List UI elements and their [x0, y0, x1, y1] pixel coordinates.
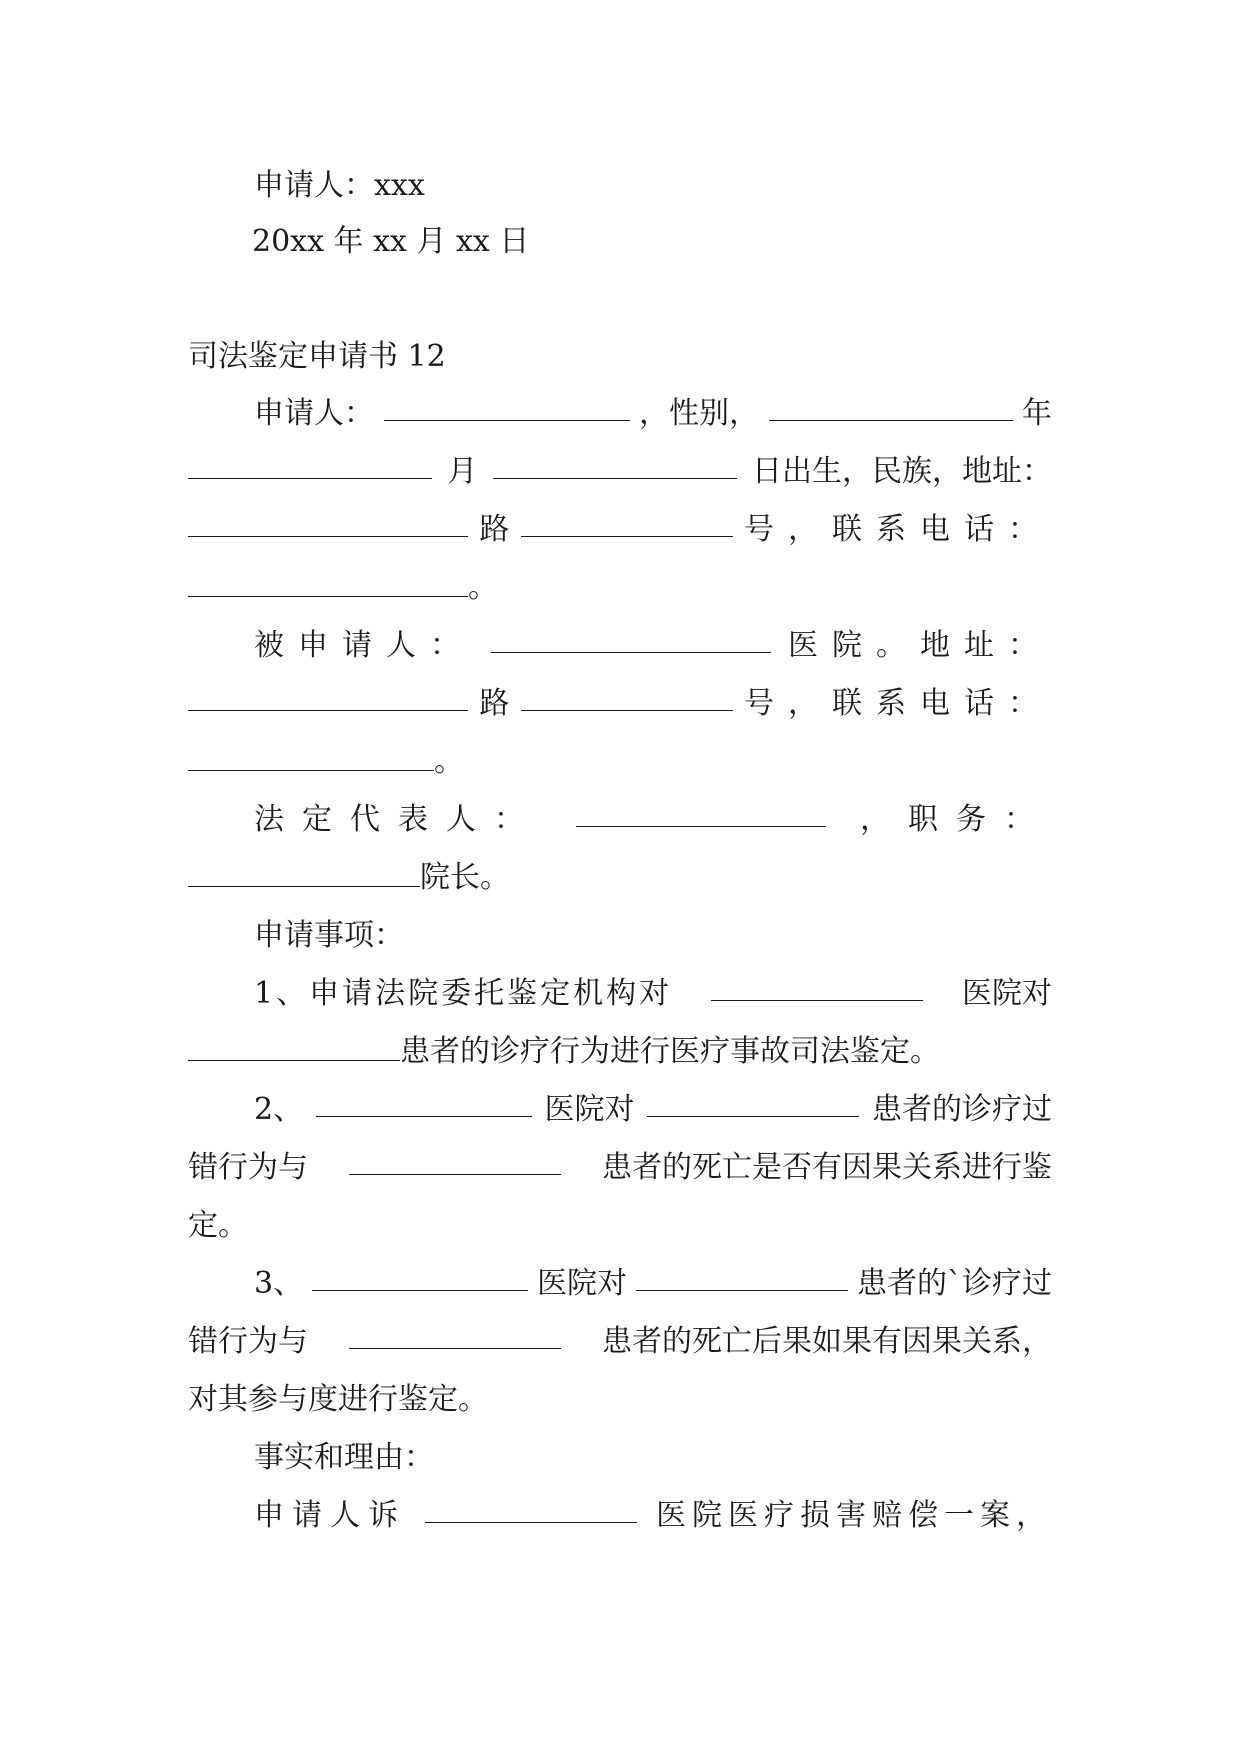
- request-3-line: [254, 1264, 1052, 1304]
- respondent-line: [254, 626, 1052, 666]
- request-3-num: 3、: [254, 1266, 304, 1301]
- document-title: 司法鉴定申请书 12: [188, 339, 446, 374]
- request-1-cont: [188, 1032, 1052, 1072]
- request-2-num: 2、: [254, 1092, 304, 1127]
- birth-address-label: 日出生，民族，地址：: [751, 454, 1052, 489]
- blank-field[interactable]: [711, 974, 923, 1001]
- phone-label: 号，联系电话：: [743, 686, 1052, 721]
- request-2-text: 患者的诊疗过: [871, 1092, 1052, 1127]
- period: 。: [468, 570, 498, 605]
- hospital-address-label: 医院。地址：: [788, 628, 1052, 663]
- dean-label: 院长。: [420, 860, 510, 895]
- hospital-to-label: 医院对: [537, 1266, 628, 1301]
- request-1-line: [254, 974, 1052, 1014]
- applicant-line: [254, 394, 1052, 434]
- facts-text-a: 申请人诉: [254, 1498, 406, 1533]
- respondent-phone-line: [188, 742, 1052, 782]
- blank-field[interactable]: [491, 626, 771, 653]
- blank-field[interactable]: [576, 800, 826, 827]
- respondent-label: 被申请人：: [254, 628, 474, 663]
- request-2-text-b: 患者的死亡是否有因果关系进行鉴: [602, 1150, 1052, 1185]
- request-3-cont: [188, 1322, 1052, 1362]
- position-line: [188, 858, 1052, 898]
- applicant-address-line: [188, 510, 1052, 550]
- blank-field[interactable]: [188, 1034, 400, 1061]
- signature-date: 20xx 年 xx 月 xx 日: [252, 224, 530, 259]
- blank-field[interactable]: [188, 570, 468, 597]
- blank-field[interactable]: [521, 510, 733, 537]
- blank-field[interactable]: [316, 1090, 532, 1117]
- birth-line: [188, 452, 1052, 492]
- request-1-text: 1、申请法院委托鉴定机构对: [254, 976, 673, 1011]
- blank-field[interactable]: [636, 1264, 848, 1291]
- request-3-text-b: 患者的死亡后果如果有因果关系，: [602, 1324, 1052, 1359]
- facts-text-b: 医院医疗损害赔偿一案，: [656, 1498, 1052, 1533]
- phone-label: 号，联系电话：: [743, 512, 1052, 547]
- request-3-text: 患者的`诊疗过: [856, 1266, 1052, 1301]
- road-label: 路: [479, 686, 510, 721]
- blank-field[interactable]: [647, 1090, 859, 1117]
- request-2-end: 定。: [188, 1208, 248, 1243]
- request-heading: 申请事项：: [254, 918, 404, 953]
- gender-label: ，性别，: [639, 396, 759, 431]
- blank-field[interactable]: [384, 394, 630, 421]
- legal-rep-line: [254, 800, 1052, 840]
- month-label: 月: [447, 454, 478, 489]
- blank-field[interactable]: [521, 684, 733, 711]
- request-2-cont: [188, 1148, 1052, 1188]
- hospital-to-label: 医院对: [544, 1092, 635, 1127]
- applicant-phone-line: [188, 568, 1052, 608]
- request-1-tail: 患者的诊疗行为进行医疗事故司法鉴定。: [400, 1034, 940, 1069]
- facts-heading: 事实和理由：: [254, 1440, 434, 1475]
- applicant-label: 申请人：: [254, 396, 374, 431]
- blank-field[interactable]: [349, 1322, 561, 1349]
- request-3-text-a: 错行为与: [188, 1324, 308, 1359]
- blank-field[interactable]: [188, 860, 420, 887]
- respondent-address-line: [188, 684, 1052, 724]
- blank-field[interactable]: [188, 452, 432, 479]
- period: 。: [434, 744, 464, 779]
- legal-rep-label: 法定代表人：: [254, 802, 542, 837]
- hospital-to-label: 医院对: [962, 976, 1052, 1011]
- blank-field[interactable]: [312, 1264, 528, 1291]
- blank-field[interactable]: [349, 1148, 561, 1175]
- blank-field[interactable]: [493, 452, 737, 479]
- position-label: ，职务：: [860, 802, 1052, 837]
- facts-line: [254, 1496, 1052, 1536]
- applicant-signature: 申请人：xxx: [254, 168, 425, 203]
- request-2-text-a: 错行为与: [188, 1150, 308, 1185]
- blank-field[interactable]: [188, 510, 468, 537]
- blank-field[interactable]: [425, 1496, 637, 1523]
- request-3-end: 对其参与度进行鉴定。: [188, 1382, 488, 1417]
- blank-field[interactable]: [769, 394, 1013, 421]
- year-label: 年: [1022, 396, 1052, 431]
- blank-field[interactable]: [188, 744, 434, 771]
- request-2-line: [254, 1090, 1052, 1130]
- road-label: 路: [479, 512, 510, 547]
- blank-field[interactable]: [188, 684, 468, 711]
